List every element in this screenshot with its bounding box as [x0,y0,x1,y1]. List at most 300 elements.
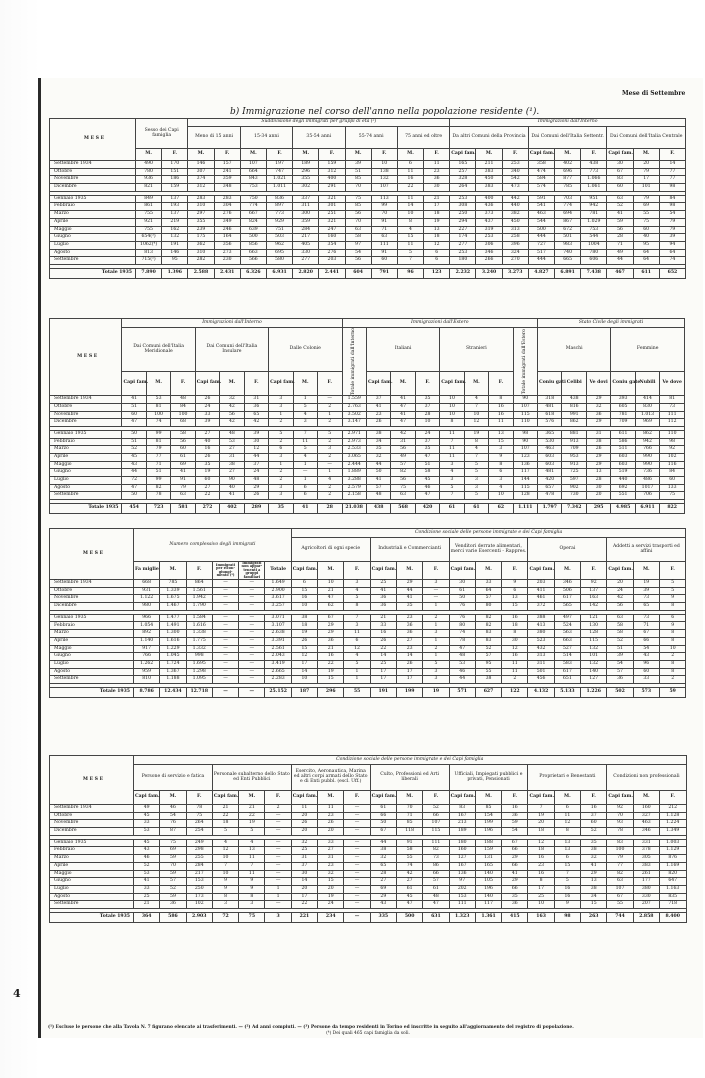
data-cell: 12 [502,645,528,653]
data-cell: 39 [345,161,371,169]
t2-subhead: Capi fam. [366,372,390,396]
data-cell: 73 [660,403,685,411]
data-cell: 6 [397,161,423,169]
data-cell: 7 [464,403,488,411]
data-cell: 29 [502,855,528,863]
data-cell: 1 [344,676,370,684]
data-cell: 10 [659,645,686,653]
t3-subhead: F. [581,562,607,580]
data-cell: 132 [371,176,397,184]
data-cell: 715(⁵) [136,257,162,265]
data-cell: 9 [239,885,265,893]
data-cell: 951 [581,195,607,203]
data-cell: 2 [317,453,342,461]
data-cell: 9 [239,878,265,886]
data-cell: 64 [659,249,685,257]
data-cell: 1.367 [160,668,186,676]
total-cell: 62 [489,504,513,514]
data-cell: 36 [502,901,528,909]
table-row [50,469,685,477]
data-cell: 23 [318,862,344,870]
data-cell: 3 [269,484,293,492]
data-cell: 100 [607,847,633,855]
data-cell: 2 [659,653,686,661]
data-cell: 59 [502,820,528,828]
data-cell: 639 [240,226,266,234]
age-group-4: 75 anni ed oltre [397,127,449,149]
data-cell: 111 [423,839,449,847]
data-cell: 69 [633,203,659,211]
condition-group-0: Persone di servizio e fatica [134,765,213,791]
total-cell: 35 [269,504,293,514]
data-cell: 86 [423,862,449,870]
data-cell: 110 [513,419,537,427]
total-cell: 41 [293,504,317,514]
data-cell: 773 [266,211,292,219]
data-cell: 856 [240,241,266,249]
data-cell: 38 [291,614,317,622]
data-cell: 26 [195,396,219,404]
data-cell: 30 [586,484,610,492]
total-cell: 3 [265,912,291,922]
t2-subhead: M. [293,372,317,396]
data-cell: 164 [214,234,240,242]
data-cell: — [344,847,370,855]
data-cell: 26 [244,492,268,500]
data-cell: 30 [449,580,475,588]
data-cell: 5 [554,878,580,886]
t1-subhead: F. [581,149,607,161]
total-cell: 163 [528,912,554,922]
data-cell: 241 [214,168,240,176]
origin-group-1: Dai Comuni dell'Italia Insulare [195,328,268,372]
data-cell: 32 [291,839,317,847]
table-row [50,870,687,878]
data-cell: 25 [134,893,160,901]
data-cell: 474 [528,168,554,176]
t4-subhead: M. [396,791,422,805]
data-cell: 2.533 [342,446,366,454]
data-cell: 58 [607,630,633,638]
data-cell: 672 [555,226,581,234]
data-cell: 11 [440,446,464,454]
data-cell: 46 [160,805,186,813]
data-cell: 131 [475,855,501,863]
data-cell: 82 [607,870,633,878]
data-cell: 48 [244,477,268,485]
data-cell: 29 [502,878,528,886]
data-cell: 56 [220,411,244,419]
data-cell: 527 [554,645,580,653]
data-cell: 91 [371,249,397,257]
data-cell: — [212,645,238,653]
data-cell: 304 [214,203,240,211]
data-cell: 61 [370,805,396,813]
data-cell: 542 [502,176,528,184]
data-cell: 1.790 [186,603,212,611]
data-cell: 22 [370,645,396,653]
data-cell: 1.942 [186,595,212,603]
month-label: Settembre [50,492,122,500]
data-cell: 6 [269,446,293,454]
total-cell: 2.232 [450,268,476,278]
data-cell: 881 [562,430,586,438]
interno-header: Immigrazioni dall'Interno [450,119,686,127]
data-cell: 1.021 [266,176,292,184]
running-head: Mese di Settembre [622,90,686,97]
t1-subhead: F. [424,149,450,161]
data-cell: 55 [607,901,633,909]
total-cell: 8.400 [659,912,686,922]
data-cell: 310 [188,249,214,257]
data-cell: 753 [240,184,266,192]
data-cell: 2.561 [265,645,291,653]
data-cell: 8 [239,893,265,901]
t2-subhead: F. [244,372,268,396]
data-cell: 121 [581,614,607,622]
data-cell: 16 [291,595,317,603]
data-cell: 253 [450,249,476,257]
data-cell: 411 [528,587,554,595]
data-cell: 327 [633,812,659,820]
data-cell: 5 [464,461,488,469]
footnote-2: (⁴) Dei quali 465 capi famiglia da soli. [326,1031,410,1036]
data-cell: 22 [291,901,317,909]
data-cell: 310 [188,203,214,211]
data-cell: 29 [318,622,344,630]
data-cell: 440 [611,477,635,485]
data-cell: 217 [293,234,319,242]
data-cell: 90 [513,396,537,404]
month-label: Dicembre [50,419,122,427]
data-cell: 9 [659,622,686,630]
data-cell: 2 [317,403,342,411]
data-cell: 15 [489,438,513,446]
table-row [50,411,685,419]
data-cell: 77 [146,453,170,461]
total-cell: 573 [633,687,659,697]
total-cell: 187 [291,687,317,697]
total-cell: 199 [396,687,422,697]
data-cell: 27 [195,484,219,492]
data-cell: 110 [660,430,685,438]
data-cell: 372 [528,603,554,611]
month-label: Maggio [50,645,134,653]
origin-group-0: Da altri Comuni della Provincia [450,127,529,149]
data-cell: 284 [293,226,319,234]
data-cell: 99 [146,430,170,438]
table-immigration-age-groups [49,118,686,279]
data-cell: 4 [344,587,370,595]
data-cell: 10 [528,901,554,909]
data-cell: 28 [586,477,610,485]
t1-subhead: F. [502,149,528,161]
data-cell: 82 [475,622,501,630]
data-cell: 2 [502,676,528,684]
data-cell: 54 [502,828,528,836]
data-cell: 21 [318,645,344,653]
data-cell: 165 [475,862,501,870]
data-cell: 359 [214,176,240,184]
data-cell: 38 [586,438,610,446]
data-cell: 7 [212,862,238,870]
data-cell: 15 [318,676,344,684]
data-cell: 583 [554,660,580,668]
data-cell: 75 [391,484,415,492]
data-cell: 565 [554,603,580,611]
data-cell: 65 [370,862,396,870]
page-number: 4 [13,987,21,1000]
data-cell: 38 [370,847,396,855]
data-cell: 73 [633,614,659,622]
data-cell: 7 [528,805,554,813]
data-cell: 76 [160,820,186,828]
data-cell: 10 [415,419,439,427]
data-cell: 6 [291,580,317,588]
data-cell: 83 [449,805,475,813]
data-cell: 1.163 [659,885,686,893]
origin-group-5: Stranieri [440,328,513,372]
data-cell: 843 [240,176,266,184]
data-cell: 42 [396,870,422,878]
footnote-1: (¹) Escluse le persone che alla Tavola N. 7 figurano elencate ai trasferimenti. — (²) Ad anni compiuti. — (³) Persone da tempo residenti in Torino ed inscritte in seguito all'aggiornamento del registro di popolazione. [48,1025,574,1030]
data-cell: 3.502 [342,411,366,419]
data-cell: 253 [476,234,502,242]
data-cell: 21 [370,614,396,622]
data-cell: — [212,630,238,638]
data-cell: 255 [186,855,212,863]
data-cell: 30 [291,870,317,878]
total-cell: 4.985 [611,504,635,514]
data-cell: 57 [607,668,633,676]
t3-subhead: M. [318,562,344,580]
data-cell: 897 [266,203,292,211]
t4-subhead: Capi fam. [449,791,475,805]
data-cell: 47 [415,492,439,500]
data-cell: 10 [291,603,317,611]
data-cell: 53 [134,828,160,836]
total-cell: 2.858 [633,912,659,922]
data-cell: 2.638 [265,630,291,638]
month-label: Maggio [50,461,122,469]
table-row [50,660,686,668]
data-cell: 330 [293,249,319,257]
data-cell: 32 [318,870,344,878]
data-cell: 10 [212,870,238,878]
data-cell: 942 [581,203,607,211]
data-cell: 16 [502,653,528,661]
data-cell: 755 [136,211,162,219]
data-cell: 107 [423,820,449,828]
data-cell: 48 [423,893,449,901]
month-label: Settembre 1934 [50,396,122,404]
data-cell: 3 [440,461,464,469]
data-cell: 49 [134,805,160,813]
data-cell: 115 [513,411,537,419]
total-cell: 604 [345,268,371,278]
data-cell: 5 [464,469,488,477]
data-cell: 11 [502,660,528,668]
data-cell: 17 [424,203,450,211]
data-cell: 85 [345,176,371,184]
data-cell: 14 [397,203,423,211]
month-label: Febbraio [50,438,122,446]
total-cell: 61 [464,504,488,514]
data-cell: 400 [476,195,502,203]
data-cell: 111 [660,411,685,419]
data-cell: 11 [440,430,464,438]
data-cell: — [212,653,238,661]
data-cell: 15 [397,234,423,242]
data-cell: 1.061 [581,184,607,192]
month-label: Marzo [50,211,136,219]
data-cell: 3 [269,396,293,404]
data-cell: — [344,901,370,909]
data-cell: 79 [659,218,685,226]
data-cell: 1.129 [659,847,686,855]
data-cell: 1.332 [186,645,212,653]
data-cell: 365 [538,430,562,438]
month-label: Agosto [50,484,122,492]
data-cell: 33 [195,411,219,419]
data-cell: 511 [611,446,635,454]
data-cell: 154 [475,812,501,820]
data-cell: 115 [513,484,537,492]
total-label: Totale 1935 [50,504,122,514]
data-cell: 11 [344,630,370,638]
total-row [50,912,687,922]
data-cell: 51 [122,438,146,446]
data-cell: 41 [391,396,415,404]
t2-subhead: Capi fam. [122,372,146,396]
data-cell: 27 [220,446,244,454]
data-cell: 37 [415,438,439,446]
data-cell: 107 [513,403,537,411]
data-cell: 40 [220,484,244,492]
data-cell: 41 [366,403,390,411]
data-cell: 61 [171,453,195,461]
data-cell: 91 [371,218,397,226]
data-cell: 65 [633,603,659,611]
count-subhead: F. [186,562,212,580]
data-cell: 20 [528,820,554,828]
data-cell: 31 [244,396,268,404]
data-cell: 929 [266,218,292,226]
data-cell: 83 [607,839,633,847]
data-cell: 12 [291,653,317,661]
data-cell: 414 [635,396,659,404]
data-cell: 861 [136,203,162,211]
data-cell: 47 [449,645,475,653]
data-cell: 57 [391,461,415,469]
data-cell: 253 [502,161,528,169]
data-cell: 41 [171,469,195,477]
data-cell: 175 [188,234,214,242]
data-cell: 32 [581,855,607,863]
data-cell: 165 [450,161,476,169]
total-cell: 221 [291,912,317,922]
data-cell: 51 [122,403,146,411]
data-cell: 18 [424,211,450,219]
data-cell: 580 [266,257,292,265]
data-cell: 2 [269,477,293,485]
data-cell: 328 [450,176,476,184]
total-label: Totale 1935 [50,687,134,697]
data-cell: 11 [318,805,344,813]
data-cell: 57 [475,653,501,661]
total-cell: 335 [370,912,396,922]
data-cell: 61 [423,885,449,893]
t1-subhead: M. [633,149,659,161]
data-cell: 393 [611,396,635,404]
data-cell: 605 [611,403,635,411]
table-immigration-origin [49,318,685,514]
data-cell: 3 [489,477,513,485]
data-cell: 11 [440,453,464,461]
month-label: Dicembre [50,603,134,611]
data-cell: 1 [293,477,317,485]
data-cell: 73 [423,855,449,863]
data-cell: 27 [318,847,344,855]
t2-subhead: F. [489,372,513,396]
data-cell: 4 [293,453,317,461]
data-cell: 9 [659,595,686,603]
data-cell: 773 [581,168,607,176]
data-cell: 14 [396,653,422,661]
month-label: Settembre [50,901,134,909]
data-cell: 40 [633,234,659,242]
data-cell: 14 [291,668,317,676]
data-cell: 41 [391,411,415,419]
data-cell: 311 [293,203,319,211]
data-cell: 21 [318,587,344,595]
data-cell: 74 [396,862,422,870]
data-cell: 54 [607,660,633,668]
data-cell: 1.889 [342,469,366,477]
data-cell: 58 [607,622,633,630]
t2-subhead: M. [220,372,244,396]
data-cell: 4 [344,653,370,661]
data-cell: 5 [659,587,686,595]
data-cell: 63 [391,492,415,500]
origin-group-2: Dalle Colonie [269,328,342,372]
data-cell: 524 [554,622,580,630]
data-cell: 270 [502,257,528,265]
data-cell: 14 [659,161,685,169]
data-cell: 718 [659,901,686,909]
total-cell: 631 [423,912,449,922]
data-cell: 70 [345,218,371,226]
data-cell: 16 [502,614,528,622]
data-cell: 781 [581,211,607,219]
data-cell: 51 [607,645,633,653]
data-cell: 70 [607,812,633,820]
t1-subhead: M. [293,149,319,161]
data-cell: 1.298 [186,668,212,676]
data-cell: 862 [562,419,586,427]
month-label: Aprile [50,637,134,645]
month-label: Ottobre [50,403,122,411]
interno-header-2: Immigrazioni dall'Interno [122,319,342,328]
total-cell: 2.820 [293,268,319,278]
data-cell: 79 [607,855,633,863]
condition-group-5: Proprietari e Benestanti [528,765,607,791]
data-cell: 17 [291,660,317,668]
data-cell: 41 [134,878,160,886]
data-cell: 50 [122,430,146,438]
total-cell: 415 [502,912,528,922]
data-cell: 63 [607,878,633,886]
